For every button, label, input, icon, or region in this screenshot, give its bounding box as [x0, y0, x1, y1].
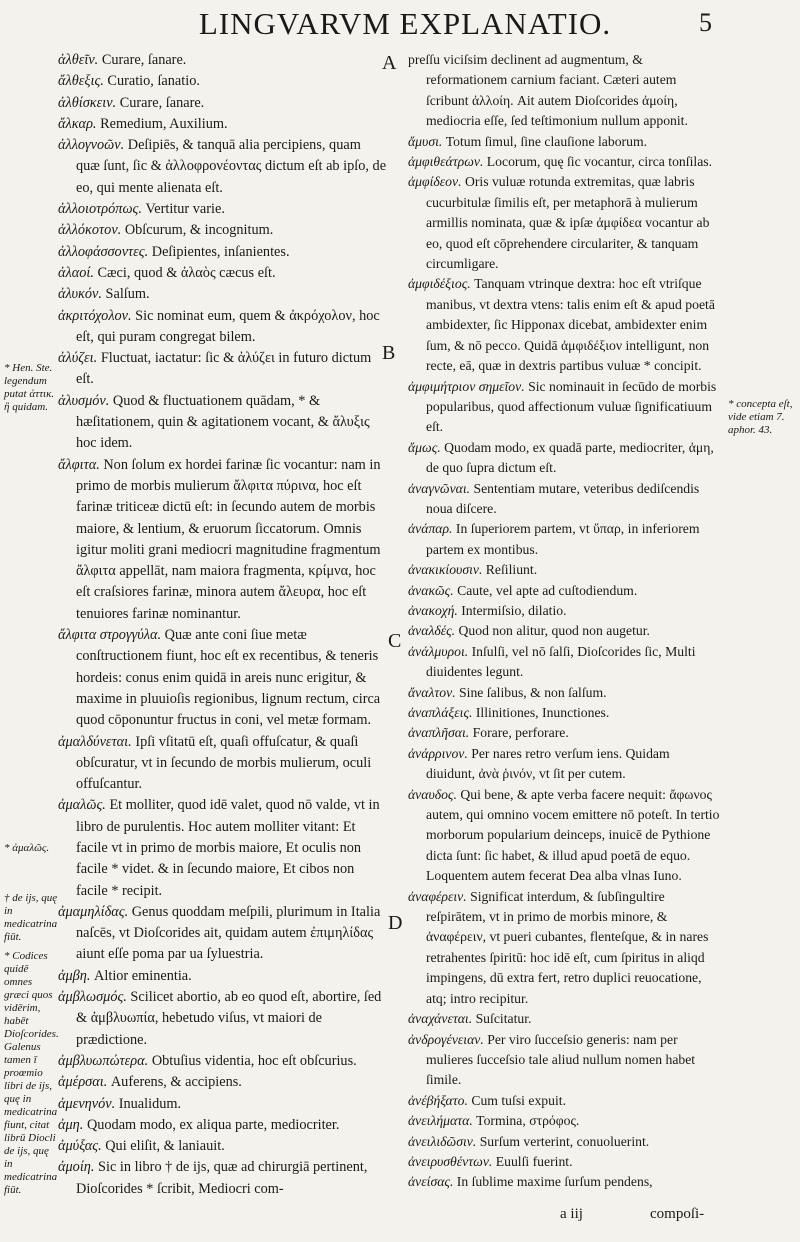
- entry-headword: ἀνάλμυροι.: [408, 643, 469, 659]
- entry-definition: Quodam modo, ex quadā parte, mediocriter, ἀμη, de quo ſupra dictum eſt.: [426, 439, 714, 476]
- dictionary-entry: [408, 274, 720, 376]
- entry-definition: Obtuſius videntia, hoc eſt obſcurius.: [151, 1052, 357, 1069]
- entry-headword: ἄμυσι.: [408, 133, 443, 149]
- page-number: 5: [699, 8, 712, 37]
- dictionary-entry: [58, 795, 388, 901]
- dictionary-entry: [58, 199, 388, 220]
- dictionary-entry: [58, 987, 388, 1051]
- dictionary-entry: [408, 152, 720, 172]
- dictionary-entry: [58, 284, 388, 305]
- dictionary-entry: [408, 621, 720, 641]
- entry-definition: Salſum.: [105, 286, 150, 303]
- entry-headword: ἀνειλήματα.: [408, 1113, 473, 1129]
- dictionary-entry: [408, 438, 720, 479]
- dictionary-entry: [408, 172, 720, 274]
- entry-headword: ἀμβλυωπώτερα.: [58, 1052, 149, 1069]
- dictionary-entry: [58, 71, 388, 92]
- dictionary-entry: [408, 519, 720, 560]
- entry-definition: Ipſi vſitatū eſt, quaſi offuſcatur, & quaſi obſcuratur, vt in ſecundo de morbis mulierum, oculi offuſcantur.: [76, 733, 372, 793]
- dictionary-entry: [58, 93, 388, 114]
- entry-definition: Qui bene, & apte verba facere nequit: ἄφωνος autem, qui omnino vocem emittere nō poteſt. In tertio morborum popularium deinceps, inuicē de Pythione dicta ſunt: ſic habet, & illud apud poetā de equo. Loquentem autem fecerat Dea alba vlnas Iuno.: [426, 786, 720, 884]
- entry-headword: ἀμαλῶς.: [58, 797, 106, 814]
- margin-note: * Hen. Ste. legendum putat ἀττικ. ἢ quidam.: [4, 362, 55, 413]
- entry-definition: Tormina, στρόφος.: [476, 1113, 580, 1129]
- entry-headword: ἀμη.: [58, 1116, 84, 1133]
- entry-definition: Curatio, ſanatio.: [107, 73, 200, 90]
- dictionary-entry: [408, 1132, 720, 1152]
- dictionary-entry: [408, 887, 720, 1009]
- dictionary-entry: [408, 723, 720, 743]
- entry-definition: Reſiliunt.: [485, 562, 538, 578]
- margin-letter-c: C: [388, 630, 402, 652]
- entry-definition: Euulſi fuerint.: [495, 1153, 573, 1169]
- entry-headword: ἀμοίη.: [58, 1159, 95, 1176]
- entry-definition: Locorum, quę ſic vocantur, circa tonſilas.: [486, 154, 713, 170]
- entry-headword: ἀναφέρειν.: [408, 888, 467, 904]
- dictionary-entry: [58, 902, 388, 966]
- entry-definition: Sic nominauit in ſecūdo de morbis popularibus, quod affectionum vuluæ ſignificatiuum eſt.: [426, 378, 717, 435]
- dictionary-entry: [408, 581, 720, 601]
- dictionary-entry: [408, 1009, 720, 1029]
- entry-headword: ἀλλογνοῶν.: [58, 137, 125, 154]
- margin-letter-a: A: [382, 52, 397, 74]
- entry-headword: ἀναχάνεται.: [408, 1011, 473, 1027]
- dictionary-entry: [58, 135, 388, 199]
- dictionary-entry: [408, 601, 720, 621]
- dictionary-entry: [58, 263, 388, 284]
- entry-headword: ἄλθεξις.: [58, 73, 104, 90]
- entry-definition: Obſcurum, & incognitum.: [124, 222, 274, 239]
- entry-definition: Sine ſalibus, & non ſalſum.: [459, 684, 607, 700]
- dictionary-entry: [58, 1051, 388, 1072]
- entry-definition: Vertitur varie.: [145, 201, 225, 218]
- entry-definition: Quod non alitur, quod non augetur.: [458, 623, 650, 639]
- entry-definition: Forare, perforare.: [472, 725, 569, 741]
- dictionary-entry: [58, 1115, 388, 1136]
- dictionary-entry: [408, 50, 720, 132]
- entry-headword: ἀνειρυσθέντων.: [408, 1153, 493, 1169]
- entry-definition: Per viro ſucceſsio generis: nam per mulieres ſucceſsio tale aliud nullum nomen habet ſimile.: [426, 1031, 696, 1088]
- dictionary-entry: [58, 50, 388, 71]
- dictionary-entry: [58, 391, 388, 455]
- dictionary-entry: [408, 377, 720, 438]
- right-column: [408, 50, 720, 1193]
- entry-definition: Fluctuat, iactatur: ſic & ἀλύζει in futuro dictum eſt.: [76, 350, 372, 388]
- entry-headword: ἀμαλδύνεται.: [58, 733, 132, 750]
- entry-definition: Auferens, & accipiens.: [110, 1074, 242, 1091]
- entry-definition: preſſu viciſsim declinent ad augmentum, & reformationem carnium faciant. Cæteri autem ſcribunt ἀλλοίη. Ait autem Dioſcorides ἀμοίη, mediocria eſſe, ſed teſtimonium nullum apponit.: [408, 52, 688, 129]
- entry-definition: Curare, ſanare.: [119, 94, 205, 111]
- entry-headword: ἄναλτον.: [408, 684, 456, 700]
- dictionary-entry: [58, 1094, 388, 1115]
- entry-headword: ἀλθίσκειν.: [58, 94, 117, 111]
- entry-headword: ἀνακῶς.: [408, 582, 454, 598]
- entry-definition: Genus quoddam meſpili, plurimum in Italia naſcēs, vt Dioſcorides ait, quidam autem ἐπιμηλίδας aiunt eſſe poma par ua ſyluestria.: [76, 903, 381, 963]
- entry-headword: ἀμφιθεάτρων.: [408, 154, 484, 170]
- left-column: [58, 50, 388, 1200]
- dictionary-entry: [58, 625, 388, 731]
- running-header: [0, 6, 800, 46]
- entry-headword: ἄμως.: [408, 439, 441, 455]
- entry-definition: In ſuperiorem partem, vt ὕπαρ, in inferiorem partem ex montibus.: [426, 521, 700, 557]
- entry-definition: Illinitiones, Inunctiones.: [475, 705, 610, 720]
- entry-definition: Cæci, quod & ἀλαὸς cæcus eſt.: [97, 264, 276, 281]
- entry-definition: Deſipiēs, & tanquā alia percipiens, quam quæ ſunt, ſic & ἀλλοφρονέοντας dictum eſt ab ipſo, de eo, qui mente alienata eſt.: [76, 137, 387, 196]
- entry-definition: Totum ſimul, ſine clauſione laborum.: [445, 133, 648, 149]
- signature-mark: a iij: [560, 1206, 583, 1222]
- entry-headword: ἀλαοί.: [58, 264, 94, 281]
- entry-definition: Quod & fluctuationem quādam, * & hæſitationem, quin & agitationem vocant, & ἄλυξις hoc idem.: [76, 392, 370, 452]
- entry-definition: Inualidum.: [118, 1095, 182, 1112]
- dictionary-entry: [58, 348, 388, 391]
- entry-definition: Per nares retro verſum iens. Quidam diuidunt, ἀνὰ ῥινόν, vt ſit per cutem.: [426, 745, 670, 782]
- entry-headword: ἀναυδος.: [408, 786, 457, 802]
- entry-definition: Et molliter, quod idē valet, quod nō valde, vt in libro de purulentis. Hoc autem molliter vitant: Et facile vt in primo de morbis maiore, Et oculis non facile * videt. & in ſecundo maiore, Et cibos non facile * recipit.: [76, 797, 380, 899]
- dictionary-entry: [408, 642, 720, 683]
- entry-headword: ἀλύζει.: [58, 350, 98, 367]
- dictionary-entry: [58, 1157, 388, 1200]
- entry-headword: ἀλθεῖν.: [58, 52, 99, 68]
- entry-headword: ἀναπλῆσαι.: [408, 725, 470, 741]
- dictionary-entry: [408, 1030, 720, 1091]
- dictionary-entry: [408, 1091, 720, 1111]
- dictionary-entry: [58, 220, 388, 241]
- entry-definition: Sententiam mutare, veteribus dediſcendis noua diſcere.: [426, 480, 700, 516]
- entry-headword: ἀλλοφάσσοντες.: [58, 243, 149, 260]
- entry-definition: Surſum verterint, conuoluerint.: [479, 1133, 650, 1149]
- dictionary-entry: [408, 785, 720, 887]
- entry-definition: Sic in libro † de ijs, quæ ad chirurgiā pertinent, Dioſcorides * ſcribit, Mediocri com-: [76, 1159, 368, 1197]
- entry-definition: Quæ ante coni ſiue metæ conſtructionem fiunt, hoc eſt ex recentibus, & teneris hordeis: conus enim quidā in areis nunc erigitur, & maxime in pluuioſis regionibus, lignum rectum, circa quod cōponuntur fructus in coni, vel metæ formam.: [76, 627, 381, 729]
- dictionary-entry: [58, 1136, 388, 1157]
- entry-definition: Remedium, Auxilium.: [100, 115, 228, 132]
- entry-headword: ἄλφιτα.: [58, 456, 100, 473]
- entry-headword: ἀνάρρινον.: [408, 745, 468, 761]
- entry-definition: Suſcitatur.: [475, 1011, 532, 1027]
- entry-headword: ἀνδρογένειαν.: [408, 1031, 484, 1047]
- entry-definition: Altior eminentia.: [94, 967, 192, 984]
- entry-headword: ἀνείσας.: [408, 1174, 454, 1190]
- dictionary-entry: [58, 732, 388, 796]
- margin-letter-b: B: [382, 342, 396, 364]
- entry-headword: ἀμέρσαι.: [58, 1074, 108, 1091]
- entry-definition: In ſublime maxime ſurſum pendens,: [456, 1174, 653, 1190]
- entry-headword: ἀμαμηλίδας.: [58, 903, 129, 920]
- dictionary-entry: [408, 703, 720, 723]
- entry-definition: Oris vuluæ rotunda extremitas, quæ labris cucurbitulæ ſimilis eſt, per metaphorā à mulierum armillis nominata, quæ & ipſæ ἀμφίδεα vocantur ab eo, quod eſt cōprehendere circulariter, & tanquam circumligare.: [426, 174, 710, 272]
- margin-note: * ἀμαλῶς.: [4, 842, 50, 854]
- dictionary-entry: [58, 1072, 388, 1093]
- entry-definition: Significat interdum, & ſubſingultire reſpirātem, vt in primo de morbis minore, & ἀναφέρειν, vt pueri cubantes, flenteſque, & in nares retrahentes ſpiritū: hoc idē eſt, cum ſpiritus in aliqd impingens, dū extra fert, retro duplici reuocatione, atq; intro recipitur.: [426, 888, 709, 1006]
- dictionary-entry: [408, 1111, 720, 1131]
- entry-definition: Tanquam vtrinque dextra: hoc eſt vtriſque manibus, vt dextra vtens: talis enim eſt & apud poetā ambidexter, ſic Hipponax dicebat, ambidexter enim ſum, & nō pecco. Quidā ἀμφιδέξιον intelligunt, non recte, eā, quæ in dextris partibus vuluæ * concipit.: [426, 276, 715, 374]
- entry-headword: ἀλλοιοτρόπως.: [58, 201, 142, 218]
- dictionary-entry: [58, 242, 388, 263]
- entry-definition: Inſulſi, vel nō ſalſi, Dioſcorides ſic, Multi diuidentes legunt.: [426, 643, 696, 680]
- entry-headword: ἀμβλωσμός.: [58, 989, 127, 1006]
- dictionary-entry: [58, 114, 388, 135]
- entry-headword: ἀμβη.: [58, 967, 91, 984]
- dictionary-entry: [408, 560, 720, 580]
- entry-headword: ἀλυσμόν.: [58, 392, 110, 409]
- entry-headword: ἀμφιδέξιος.: [408, 276, 471, 292]
- margin-note: † de ijs, quę in medicatrina fiūt.: [4, 892, 58, 943]
- entry-definition: Cum tuſsi expuit.: [471, 1092, 567, 1108]
- dictionary-entry: [408, 1152, 720, 1172]
- entry-headword: ἀναπλάξεις.: [408, 705, 473, 720]
- margin-letter-d: D: [388, 912, 403, 934]
- entry-headword: ἀλυκόν.: [58, 286, 102, 303]
- dictionary-entry: [408, 683, 720, 703]
- entry-definition: Qui eliſit, & laniauit.: [105, 1138, 225, 1155]
- dictionary-entry: [408, 744, 720, 785]
- entry-headword: ἀνέβήξατο.: [408, 1092, 468, 1108]
- entry-definition: Quodam modo, ex aliqua parte, mediocriter.: [86, 1116, 340, 1133]
- entry-definition: Non ſolum ex hordei farinæ ſic vocantur: nam in primo de morbis mulierum ἄλφιτα πύρινα, hoc eſt farinæ triticeæ dictū eſt: in ſecundo autem de morbis maiore, & lentium, & eruorum ſiccatorum. Omnis igitur moliti grani mediocri magnitudine fragmentum ἄλφιτα appellāt, nam maiora fragmenta, κρίμνα, hoc eſt craſsiores farinæ, minora autem ἄλευρα, hoc eſt tenuiores farinæ nominantur.: [76, 456, 381, 622]
- entry-headword: ἀνακοχή.: [408, 602, 458, 618]
- entry-headword: ἀμύξας.: [58, 1138, 102, 1155]
- entry-headword: ἄλφιτα στρογγύλα.: [58, 627, 162, 644]
- entry-headword: ἄλκαρ.: [58, 115, 97, 132]
- entry-headword: ἀμφιμήτριον σημεῖον.: [408, 378, 525, 394]
- dictionary-entry: [408, 479, 720, 520]
- entry-headword: ἀμενηνόν.: [58, 1095, 116, 1112]
- catchword: compoſi-: [650, 1206, 705, 1222]
- margin-note: * concepta eſt, vide etiam 7. aphor. 43.: [728, 398, 793, 436]
- entry-headword: ἀναγνῶναι.: [408, 480, 471, 496]
- entry-headword: ἀνάπαρ.: [408, 521, 453, 537]
- dictionary-entry: [58, 455, 388, 625]
- dictionary-entry: [408, 132, 720, 152]
- entry-headword: ἀνειλιδῶσιν.: [408, 1133, 477, 1149]
- entry-definition: Caute, vel apte ad cuſtodiendum.: [457, 582, 638, 598]
- entry-definition: Intermiſsio, dilatio.: [461, 602, 567, 618]
- entry-headword: ἀναλδές.: [408, 623, 456, 639]
- page-title: LINGVARVM EXPLANATIO.: [198, 6, 612, 41]
- entry-headword: ἀνακικίουσιν.: [408, 562, 483, 578]
- dictionary-entry: [408, 1172, 720, 1192]
- margin-note: * Codices quidē omnes græci quos vidērim, habēt Dioſcorides. Galenus tamen ī proœmio libri de ijs, quę in medicatrina fiunt, citat librū Diocli de ijs, quę in medicatrina fiūt.: [4, 950, 59, 1196]
- entry-headword: ἀλλόκοτον.: [58, 222, 122, 239]
- entry-definition: Scilicet abortio, ab eo quod eſt, abortire, ſed & ἀμβλυωπία, hebetudo viſus, vt maiori de prædictione.: [76, 989, 382, 1048]
- dictionary-entry: [58, 306, 388, 349]
- dictionary-entry: [58, 966, 388, 987]
- entry-headword: ἀκριτόχολον.: [58, 307, 132, 324]
- entry-definition: Deſipientes, inſanientes.: [151, 243, 290, 260]
- entry-definition: Curare, ſanare.: [101, 52, 187, 68]
- entry-headword: ἀμφίδεον.: [408, 174, 462, 190]
- entry-definition: Sic nominat eum, quem & ἀκρόχολον, hoc eſt, qui puram congregat bilem.: [76, 307, 380, 345]
